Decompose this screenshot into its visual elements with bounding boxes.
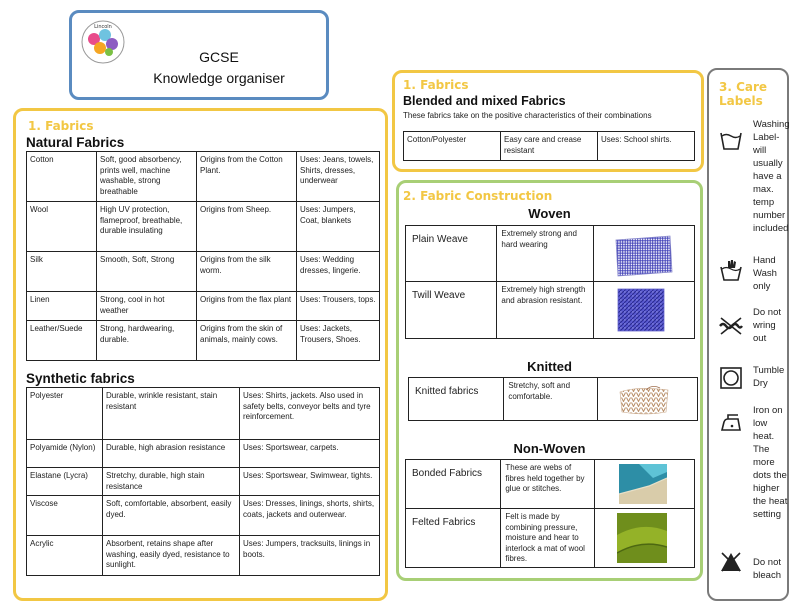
hand-wash-icon <box>719 258 743 282</box>
blended-fabrics-card <box>392 70 704 172</box>
blended-description: These fabrics take on the positive characteristics of their combinations <box>403 111 652 120</box>
knitted-heading: Knitted <box>527 359 572 374</box>
table-row <box>27 321 380 361</box>
table-cell: Viscose <box>27 496 103 536</box>
tumble-dry-icon <box>719 366 743 390</box>
fabrics-card <box>13 108 388 601</box>
table-cell: Soft, good absorbency, prints well, machine washable, strong breathable <box>97 152 197 202</box>
table-cell: Uses: Jackets, Trousers, Shoes. <box>297 321 380 361</box>
table-cell: Soft, comfortable, absorbent, easily dyed. <box>103 496 240 536</box>
table-cell: Wool <box>27 202 97 252</box>
construction-desc: These are webs of fibres held together by glue or stitches. <box>501 460 594 508</box>
table-cell: Elastane (Lycra) <box>27 468 103 496</box>
table-cell: Uses: School shirts. <box>598 132 695 161</box>
synthetic-fabrics-body <box>27 388 380 576</box>
list-item <box>405 225 695 282</box>
logo-text: Lincoln <box>94 24 112 30</box>
bonded-swatch <box>595 460 694 508</box>
table-row <box>404 132 695 161</box>
table-cell: Durable, wrinkle resistant, stain resistant <box>103 388 240 440</box>
plain-weave-swatch <box>594 226 694 281</box>
fabric-construction-card <box>396 180 703 581</box>
list-item <box>405 282 695 339</box>
care-text: Do not bleach <box>753 557 781 581</box>
table-cell: High UV protection, flameproof, breathable, durable insulating <box>97 202 197 252</box>
washing-tub-icon <box>719 128 743 152</box>
list-item <box>405 459 695 509</box>
title-line-2: Knowledge organiser <box>153 70 285 86</box>
care-text: Tumble Dry <box>753 365 785 389</box>
table-cell: Uses: Jeans, towels, Shirts, dresses, underwear <box>297 152 380 202</box>
construction-name: Twill Weave <box>406 282 497 338</box>
table-cell: Stretchy, durable, high stain resistance <box>103 468 240 496</box>
table-cell: Acrylic <box>27 536 103 576</box>
felted-image <box>617 513 667 563</box>
woven-heading: Woven <box>528 206 571 221</box>
page-title <box>112 47 326 89</box>
synthetic-fabrics-table <box>26 387 380 576</box>
table-cell: Polyester <box>27 388 103 440</box>
table-cell: Uses: Jumpers, tracksuits, linings in boots. <box>240 536 380 576</box>
table-row <box>27 252 380 292</box>
construction-section-heading: 2. Fabric Construction <box>403 189 553 203</box>
non-woven-heading: Non-Woven <box>513 441 586 456</box>
table-cell: Strong, cool in hot weather <box>97 292 197 321</box>
table-cell: Silk <box>27 252 97 292</box>
table-cell: Uses: Sportswear, carpets. <box>240 440 380 468</box>
care-heading-line-1: 3. Care <box>719 80 768 94</box>
natural-fabrics-table <box>26 151 380 361</box>
table-cell: Leather/Suede <box>27 321 97 361</box>
table-cell: Cotton <box>27 152 97 202</box>
table-cell: Uses: Shirts, jackets. Also used in safety belts, conveyor belts and tyre reinforcement. <box>240 388 380 440</box>
table-cell: Uses: Trousers, tops. <box>297 292 380 321</box>
construction-name: Bonded Fabrics <box>406 460 501 508</box>
table-cell: Linen <box>27 292 97 321</box>
care-text: Do not wring out <box>753 307 781 344</box>
table-cell: Uses: Wedding dresses, lingerie. <box>297 252 380 292</box>
table-row <box>27 468 380 496</box>
do-not-wring-icon <box>719 314 743 338</box>
list-item <box>408 377 698 421</box>
construction-desc: Felt is made by combining pressure, moisture and hear to interlock a mat of wool fibres. <box>501 509 594 567</box>
table-cell: Polyamide (Nylon) <box>27 440 103 468</box>
synthetic-fabrics-heading: Synthetic fabrics <box>26 371 135 386</box>
blended-section-heading: 1. Fabrics <box>403 78 469 92</box>
plain-weave-image <box>614 232 674 278</box>
construction-name: Felted Fabrics <box>406 509 501 567</box>
care-section-heading <box>719 80 767 108</box>
table-row <box>27 496 380 536</box>
title-card <box>69 10 329 100</box>
knitted-image <box>616 382 672 418</box>
table-row <box>27 202 380 252</box>
table-cell: Strong, hardwearing, durable. <box>97 321 197 361</box>
iron-icon <box>719 410 743 434</box>
table-row <box>27 152 380 202</box>
natural-fabrics-heading: Natural Fabrics <box>26 135 125 150</box>
twill-weave-swatch <box>594 282 694 338</box>
construction-name: Plain Weave <box>406 226 497 281</box>
table-cell: Smooth, Soft, Strong <box>97 252 197 292</box>
list-item <box>405 509 695 568</box>
construction-desc: Extremely strong and hard wearing <box>497 226 593 281</box>
table-row <box>27 440 380 468</box>
construction-desc: Stretchy, soft and comfortable. <box>504 378 597 420</box>
title-line-1: GCSE <box>199 49 239 65</box>
table-cell: Durable, high abrasion resistance <box>103 440 240 468</box>
table-row <box>27 388 380 440</box>
table-cell: Uses: Jumpers, Coat, blankets <box>297 202 380 252</box>
table-row <box>27 292 380 321</box>
table-cell: Cotton/Polyester <box>404 132 501 161</box>
table-cell: Origins from the Cotton Plant. <box>197 152 297 202</box>
construction-desc: Extremely high strength and abrasion resistant. <box>497 282 593 338</box>
table-cell: Origins from the skin of animals, mainly cows. <box>197 321 297 361</box>
table-cell: Uses: Dresses, linings, shorts, shirts, coats, jackets and outerwear. <box>240 496 380 536</box>
twill-weave-image <box>616 287 666 333</box>
table-cell: Origins from Sheep. <box>197 202 297 252</box>
table-cell: Easy care and crease resistant <box>501 132 598 161</box>
natural-fabrics-body <box>27 152 380 361</box>
table-cell: Origins from the flax plant <box>197 292 297 321</box>
knitted-swatch <box>598 378 697 420</box>
care-text: Iron on low heat. The more dots the higher the heat setting <box>753 405 788 520</box>
blended-fabrics-table <box>403 131 695 161</box>
table-cell: Absorbent, retains shape after washing, easily dyed, resistance to sunlight. <box>103 536 240 576</box>
care-labels-card <box>707 68 789 601</box>
table-row <box>27 536 380 576</box>
care-text: Washing Label- will usually have a max. temp number included <box>753 119 790 234</box>
care-text: Hand Wash only <box>753 255 777 292</box>
table-cell: Uses: Sportswear, Swimwear, tights. <box>240 468 380 496</box>
felted-swatch <box>595 509 694 567</box>
fabrics-section-heading: 1. Fabrics <box>28 119 94 133</box>
do-not-bleach-icon <box>719 550 743 574</box>
table-cell: Origins from the silk worm. <box>197 252 297 292</box>
blended-fabrics-heading: Blended and mixed Fabrics <box>403 94 566 108</box>
bonded-image <box>619 464 667 504</box>
construction-name: Knitted fabrics <box>409 378 504 420</box>
care-heading-line-2: Labels <box>719 94 763 108</box>
